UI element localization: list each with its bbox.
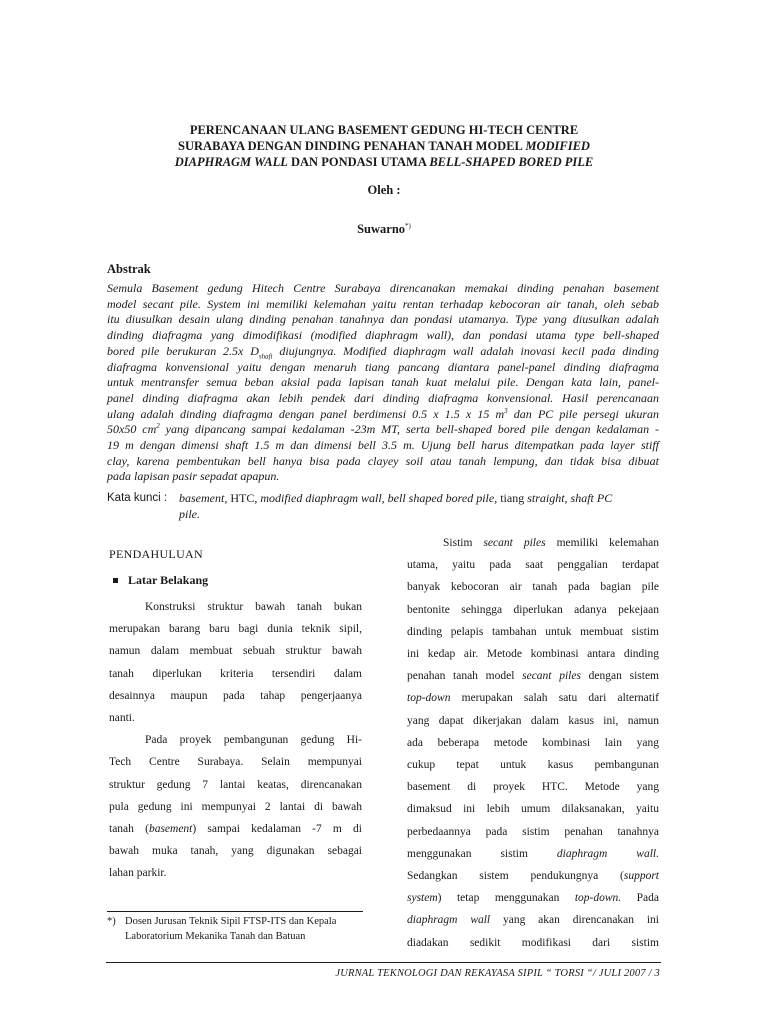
body-italic: diaphragm wall. bbox=[556, 847, 659, 860]
abstract-line: panel dinding diafragma akan lebih pendek dari dinding diafragma konvensional. Hasil perencanaan bbox=[107, 390, 659, 405]
abstract-text: bored pile berukuran 2.5x D bbox=[107, 343, 259, 358]
body-line: yang dapat dikerjakan dalam kasus ini, namun bbox=[407, 714, 659, 727]
author-name bbox=[0, 222, 768, 237]
body-text: yang akan direncanakan ini bbox=[490, 914, 660, 927]
subsection-heading bbox=[113, 573, 208, 588]
running-footer: JURNAL TEKNOLOGI DAN REKAYASA SIPIL “ TORSI “/ JULI 2007 / 3 bbox=[335, 968, 660, 979]
title-line-3-text: DAN PONDASI UTAMA bbox=[287, 155, 430, 169]
abstract-text: diujungnya. Modified diaphragm wall adalah inovasi kecil pada dinding bbox=[272, 343, 659, 358]
body-italic: top-down. bbox=[574, 892, 622, 905]
body-line bbox=[407, 532, 659, 554]
body-text: Sistim bbox=[443, 537, 484, 549]
body-italic: secant piles bbox=[483, 537, 546, 549]
abstract-heading: Abstrak bbox=[107, 262, 151, 276]
keyword: pile. bbox=[179, 507, 200, 521]
footnote-line: Dosen Jurusan Teknik Sipil FTSP-ITS dan Kepala bbox=[125, 916, 337, 927]
by-label: Oleh : bbox=[367, 183, 401, 197]
body-line: struktur gedung 7 lantai keatas, direncanakan bbox=[109, 778, 362, 791]
body-line: ada beberapa metode kombinasi lain yang bbox=[407, 736, 659, 749]
body-text: merupakan salah satu dari alternatif bbox=[450, 692, 659, 705]
keyword: modified diaphragm wall, bell shaped bored pile bbox=[260, 491, 495, 505]
abstract-line: dinding diafragma yang dimodifikasi (modified diaphragm wall), dan pondasi utama type bell-shaped bbox=[107, 328, 659, 343]
body-text: menggunakan sistim bbox=[407, 847, 557, 860]
abstract-text: ulang adalah dinding diafragma dengan panel berdimensi 0.5 x 1.5 x 15 m bbox=[107, 406, 505, 421]
abstract-subscript: shaft bbox=[258, 352, 273, 361]
body-line: merupakan barang baru bagi dunia teknik sipil, bbox=[109, 623, 362, 636]
body-text: memiliki kelemahan bbox=[545, 537, 659, 549]
abstract-line: 19 m dengan dimensi shaft 1.5 m dan dimensi bell 3.5 m. Ujung bell harus ditempatkan pada layer stiff bbox=[107, 438, 659, 453]
left-column bbox=[109, 596, 362, 885]
abstract-body bbox=[107, 281, 659, 485]
body-text: dengan sistem bbox=[580, 670, 659, 683]
abstract-text: dan PC pile persegi ukuran bbox=[507, 406, 660, 421]
abstract-line: model secant pile. System ini memiliki kelemahan yaitu rentan terhadap kebocoran air tanah, oleh sebab bbox=[107, 296, 659, 311]
body-line: nanti. bbox=[109, 712, 135, 725]
footer-divider bbox=[106, 962, 661, 963]
abstract-line: pada lapisan pasir sepadat apapun. bbox=[107, 469, 280, 484]
abstract-text: yang dipancang sampai kedalaman -23m MT, serta bell-shaped bored pile dengan kedalaman - bbox=[159, 422, 659, 437]
abstract-line: untuk mentransfer semua beban aksial pada lapisan tanah kuat melalui pile. Dengan kata lain, panel- bbox=[107, 375, 659, 390]
title-line-2 bbox=[110, 138, 658, 154]
body-line: bentonite sehingga diperlukan adanya pekejaan bbox=[407, 603, 659, 616]
body-italic: system bbox=[407, 892, 438, 905]
body-text: ) sampai kedalaman -7 m di bbox=[192, 823, 363, 836]
body-line: utama, yaitu pada saat penggalian terdapat bbox=[407, 559, 659, 572]
body-line: banyak kebocoran air tanah pada bagian pile bbox=[407, 581, 659, 594]
body-italic: secant piles bbox=[522, 670, 581, 683]
body-italic: support bbox=[623, 870, 659, 883]
title-line-2-text: SURABAYA DENGAN DINDING PENAHAN TANAH MODEL bbox=[178, 139, 526, 153]
body-text: ) tetap menggunakan bbox=[437, 892, 575, 905]
abstract-line: Semula Basement gedung Hitech Centre Surabaya direncanakan memakai dinding penahan basement bbox=[107, 281, 659, 295]
keywords-label: Kata kunci : bbox=[107, 492, 168, 504]
body-italic: top-down bbox=[407, 692, 451, 705]
subsection-heading-text: Latar Belakang bbox=[128, 573, 209, 587]
body-text: penahan tanah model bbox=[407, 670, 523, 683]
footnote-mark: *) bbox=[107, 916, 116, 927]
bullet-icon bbox=[113, 578, 118, 583]
body-line: cukup tepat untuk kasus pembangunan bbox=[407, 759, 659, 772]
body-line bbox=[109, 818, 362, 840]
abstract-superscript: 2 bbox=[156, 422, 160, 431]
footnote-line: Laboratorium Mekanika Tanah dan Batuan bbox=[125, 931, 306, 942]
abstract-line bbox=[107, 422, 659, 438]
body-line: lahan parkir. bbox=[109, 867, 167, 880]
body-line: pula gedung ini mempunyai 2 lantai di bawah bbox=[109, 800, 362, 813]
body-italic: diaphragm wall bbox=[407, 914, 491, 927]
body-line bbox=[407, 687, 659, 709]
body-line: Tech Centre Surabaya. Selain mempunyai bbox=[109, 756, 362, 769]
title-line-3 bbox=[110, 154, 658, 170]
body-line: perbedaannya pada sistim penahan tanahnya bbox=[407, 825, 659, 838]
body-line bbox=[407, 665, 659, 687]
title-line-1: PERENCANAAN ULANG BASEMENT GEDUNG HI-TECH CENTRE bbox=[189, 123, 579, 137]
abstract-text: 50x50 cm bbox=[107, 422, 157, 437]
paper-title bbox=[110, 122, 658, 170]
body-line: bawah muka tanah, yang digunakan sebagai bbox=[109, 845, 362, 858]
abstract-line bbox=[107, 344, 659, 360]
abstract-line bbox=[107, 407, 659, 423]
body-line: desainnya maupun pada tahap pengerjaanya bbox=[109, 689, 362, 702]
body-line: ini kedap air. Metode kombinasi antara dinding bbox=[407, 648, 659, 661]
keywords-text bbox=[179, 490, 659, 522]
keyword: straight, shaft PC bbox=[527, 491, 613, 505]
body-line: Konstruksi struktur bawah tanah bukan bbox=[145, 601, 362, 613]
body-text: Sedangkan sistem pendukungnya ( bbox=[407, 870, 624, 883]
keywords-line-2 bbox=[179, 506, 659, 522]
author-footnote-mark: *) bbox=[405, 222, 411, 230]
right-column bbox=[407, 532, 659, 954]
keyword-sep: , tiang bbox=[494, 491, 528, 505]
footnote-divider bbox=[107, 911, 363, 912]
title-line-3-italic-a: DIAPHRAGM WALL bbox=[174, 155, 288, 169]
keyword: basement bbox=[179, 491, 225, 505]
body-line bbox=[407, 865, 659, 887]
body-line bbox=[407, 843, 659, 865]
body-line: dinding pelapis tambahan untuk membuat sistim bbox=[407, 625, 659, 638]
title-line-3-italic-b: BELL-SHAPED BORED PILE bbox=[429, 155, 594, 169]
title-line-2-italic: MODIFIED bbox=[525, 139, 590, 153]
body-line: namun dalam membuat sebuah struktur bawah bbox=[109, 645, 362, 658]
body-line bbox=[407, 909, 659, 931]
author-text: Suwarno bbox=[357, 222, 406, 237]
body-text: Pada bbox=[621, 892, 659, 905]
keywords-line-1 bbox=[179, 490, 659, 506]
body-line: Pada proyek pembangunan gedung Hi- bbox=[145, 734, 362, 747]
section-heading: PENDAHULUAN bbox=[109, 547, 203, 561]
body-line: dimaksud ini lebih umum dilaksanakan, yaitu bbox=[407, 803, 659, 816]
body-italic: basement bbox=[148, 823, 193, 836]
body-line: diadakan sedikit modifikasi dari sistim bbox=[407, 936, 659, 949]
body-text: tanah ( bbox=[109, 823, 149, 836]
body-line: basement di proyek HTC. Metode yang bbox=[407, 781, 659, 794]
keyword-sep: , HTC, bbox=[224, 491, 261, 505]
abstract-line: diafragma konvensional yaitu dengan menaruh tiang pancang diantara panel-panel dinding diafragma bbox=[107, 359, 659, 374]
body-line: tanah diperlukan kriteria tersendiri dalam bbox=[109, 667, 362, 680]
footnote-text bbox=[125, 914, 365, 944]
abstract-superscript: 3 bbox=[504, 406, 508, 415]
body-line bbox=[407, 887, 659, 909]
abstract-line: clay, karena pembentukan bell hanya bisa pada clayey soil atau tanah lempung, dan tidak bisa dibuat bbox=[107, 453, 659, 468]
abstract-line: itu diusulkan desain ulang dinding penahan tanahnya dan pondasi utamanya. Type yang diusulkan adalah bbox=[107, 312, 659, 327]
